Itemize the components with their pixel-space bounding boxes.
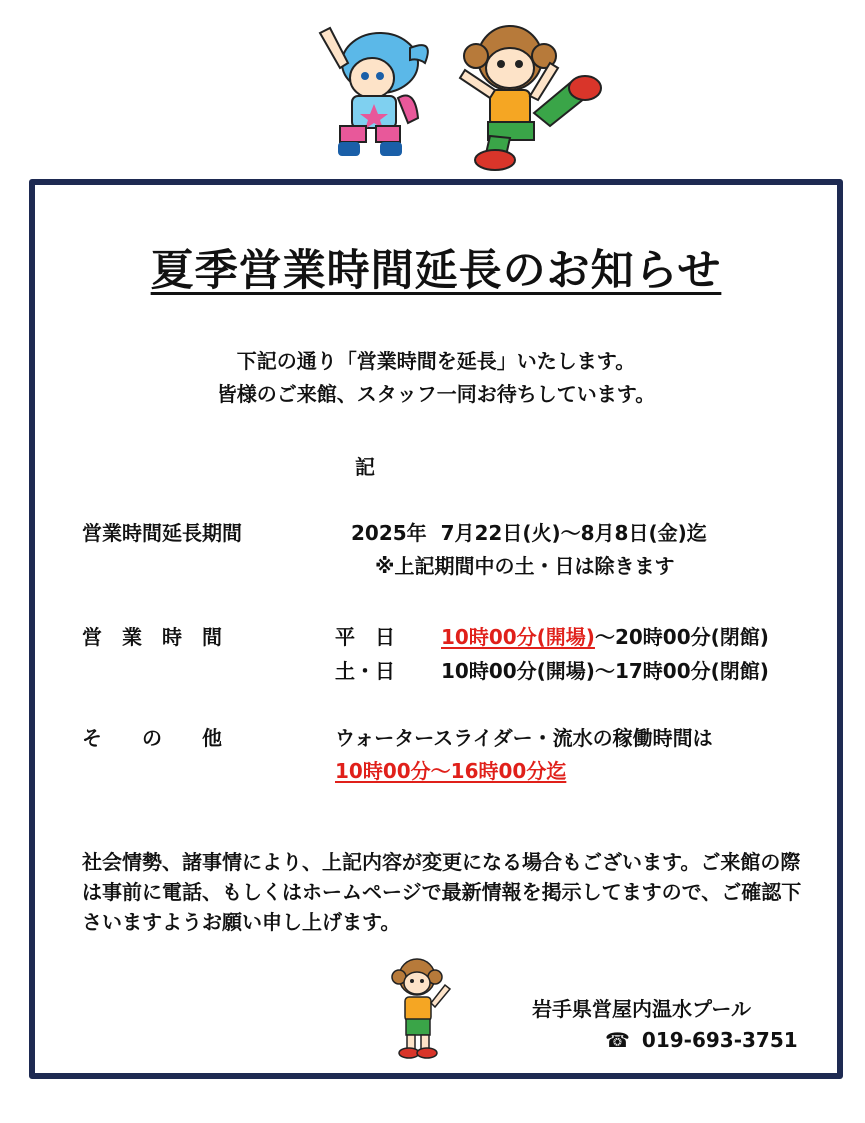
ki-heading: 記 [355, 455, 375, 479]
weekday-hours [441, 621, 769, 650]
other-line-1: ウォータースライダー・流水の稼働時間は [335, 726, 713, 750]
weekday-label: 平 日 [335, 625, 395, 649]
slider-hours: 10時00分～16時00分迄 [335, 759, 567, 783]
intro-text [35, 345, 837, 411]
phone-number: 019-693-3751 [641, 1028, 798, 1052]
period-note: ※上記期間中の土・日は除きます [375, 554, 675, 578]
phone-icon: ☎ [605, 1028, 630, 1052]
hours-label: 営 業 時 間 [82, 625, 222, 649]
weekend-label: 土・日 [335, 659, 395, 683]
other-label: そ の 他 [82, 726, 222, 750]
intro-line-1: 下記の通り「営業時間を延長」いたします。 [236, 349, 636, 373]
intro-line-2: 皆様のご来館、スタッフ一同お待ちしています。 [216, 382, 656, 406]
footer-notice: 社会情勢、諸事情により、上記内容が変更になる場合もございます。ご来館の際は事前に電話、もしくはホームページで最新情報を掲示してますので、ご確認下さいますようお願い申し上げます。 [82, 850, 802, 934]
notice-frame [29, 179, 843, 1079]
weekday-open-time: 10時00分(開場) [441, 625, 595, 649]
phone-line [605, 1028, 798, 1052]
organization-name: 岩手県営屋内温水プール [532, 997, 751, 1021]
page-title: 夏季営業時間延長のお知らせ [150, 246, 722, 296]
weekend-hours: 10時00分(開場)～17時00分(閉館) [441, 659, 769, 683]
mascot-illustration [300, 8, 620, 173]
other-line-2 [335, 755, 566, 784]
period-label: 営業時間延長期間 [82, 521, 242, 545]
mascot-small-illustration [379, 955, 459, 1065]
period-value: 2025年 7月22日(火)～8月8日(金)迄 [351, 521, 707, 545]
weekday-close-time: ～20時00分(閉館) [594, 625, 769, 649]
